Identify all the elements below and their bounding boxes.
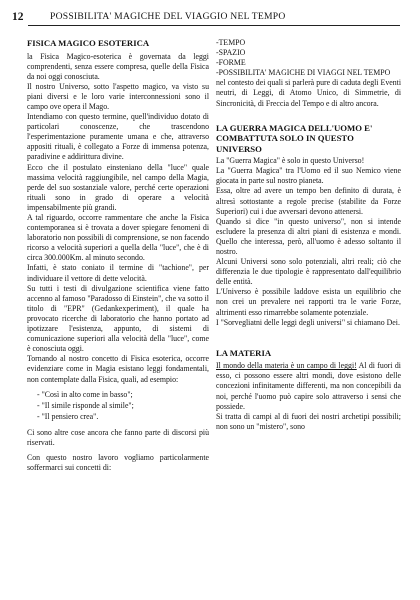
concepts-list <box>216 38 401 78</box>
list-item: - "Il pensiero crea". <box>37 412 209 422</box>
paragraph: I "Sorvegliatni delle leggi degli universi" si chiamano Dei. <box>216 317 400 327</box>
list-item: -FORME <box>216 58 246 68</box>
paragraph: Alcuni Universi sono solo potenziali, altri reali; ciò che differenzia le due tipologie è rappresentato dall'equilibrio delle entità. <box>216 257 401 287</box>
right-column <box>216 38 401 432</box>
list-item: - "Così in alto come in basso"; <box>37 390 209 400</box>
underlined-sentence: Il mondo della materia è un campo di leggi! <box>216 361 357 371</box>
paragraph: Con questo nostro lavoro vogliamo particolarmente soffermarci sui concetti di: <box>27 453 209 473</box>
section-materia <box>216 348 401 432</box>
paragraph: La "Guerra Magica" tra l'Uomo ed il suo Nemico viene giocata in parte sul nostro pianeta. <box>216 166 401 186</box>
paragraph: Ecco che il postulato einsteniano della "luce" quale massima velocità raggiungibile, nel campo della Magia, perde del suo sostanziale valore, perché certe operazioni rituali sono in grado di operare a velocità impensabilmente più grandi. <box>27 162 209 212</box>
page-header <box>12 10 410 24</box>
sentence: Al di fuori di esso, ci possono essere altri mondi, dove esistono delle concezioni infinitamente differenti, ma non concepibili da noi, perché l'uomo può capire solo attraverso i sensi che possiede. <box>216 361 401 411</box>
section-heading-materia: LA MATERIA <box>216 347 272 358</box>
paragraph: Essa, oltre ad avere un tempo ben definito di durata, è altresì sottostante a regole precise (stabilite da Forze Superiori) cui i due avversari devono attenersi. <box>216 186 401 216</box>
section-guerra-magica <box>216 123 401 328</box>
paragraph: Infatti, è stato coniato il termine di "tachione", per individuare il vettore di dette velocità. <box>27 263 209 283</box>
paragraph: nel contesto dei quali si parlerà pure di caduta degli Eventi neutri, di Leggi, di Atomo Unico, di Simmetrie, di Sincronicità, di Freccia del Tempo e di altro ancora. <box>216 78 401 108</box>
section-heading-guerra: LA GUERRA MAGICA DELL'UOMO E' COMBATTUTA SOLO IN QUESTO UNIVERSO <box>216 122 373 154</box>
paragraph: Su tutti i testi di divulgazione scientifica viene fatto accenno al famoso "Paradosso di Einstein", che va sotto il titolo di "EPR" (Gedankexperiment), il quale ha provocato ricerche di laboratorio che hanno portato ad ipotizzare l'esistenza, appunto, di sistemi di comunicazione superiori alla velocità della "luce", come è conosciuta oggi. <box>27 283 209 354</box>
magic-laws-list <box>37 390 209 422</box>
paragraph: Intendiamo con questo termine, quell'individuo dotato di particolari conoscenze, che trascendono l'esperimentazione puramente umana e che, attraverso appositi rituali, è collegato a Forze di immensa potenza, paradivine e addirittura divine. <box>27 112 209 162</box>
paragraph: A tal riguardo, occorre rammentare che anche la Fisica contemporanea si è trovata a dover spiegare fenomeni di laboratorio non possibili di comprensione, se non facendo ricorso a velocità superiori a quella della "luce", che è di circa 300.000Km. al minuto secondo. <box>27 213 209 263</box>
paragraph: La "Guerra Magica" è solo in questo Universo! <box>216 156 365 166</box>
list-item: -TEMPO <box>216 38 246 47</box>
paragraph: Il nostro Universo, sotto l'aspetto magico, va visto su piani diversi e le loro varie interconnessioni sono il campo ove opera il Mago. <box>27 81 209 111</box>
paragraph: la Fisica Magico-esoterica è governata da leggi comprendenti, senza essere compresa, quelle della Fisica da noi oggi conosciuta. <box>27 51 209 81</box>
list-item: - "Il simile risponde al simile"; <box>37 401 209 411</box>
left-column <box>27 38 209 473</box>
list-item: -POSSIBILITA' MAGICHE DI VIAGGI NEL TEMPO <box>216 68 391 78</box>
running-title: POSSIBILITA' MAGICHE DEL VIAGGIO NEL TEMPO <box>50 11 286 22</box>
paragraph: L'Universo è possibile laddove esista un equilibrio che non crei un prevalere nei rapporti tra le varie Forze, altrimenti esso rimarrebbe solamente potenziale. <box>216 287 401 317</box>
paragraph: Quando si dice "in questo universo", non si intende escludere la presenza di altri piani di esistenza e mondi. Quello che interessa, però, all'uomo è adesso soltanto il nostro. <box>216 216 401 256</box>
page-number: 12 <box>12 11 24 23</box>
list-item: -SPAZIO <box>216 48 246 58</box>
header-rule <box>28 25 400 26</box>
paragraph <box>216 361 401 411</box>
section-heading-fisica: FISICA MAGICO ESOTERICA <box>27 38 150 48</box>
paragraph: Ci sono altre cose ancora che fanno parte di discorsi più riservati. <box>27 427 209 447</box>
paragraph: Si tratta di campi al di fuori dei nostri archetipi possibili; non sono un "mistero", sono <box>216 411 401 431</box>
paragraph: Tornando al nostro concetto di Fisica esoterica, occorre evidenziare come in Magia esistano leggi fondamentali, non contemplate dalla Fisica, quali, ad esempio: <box>27 354 209 384</box>
